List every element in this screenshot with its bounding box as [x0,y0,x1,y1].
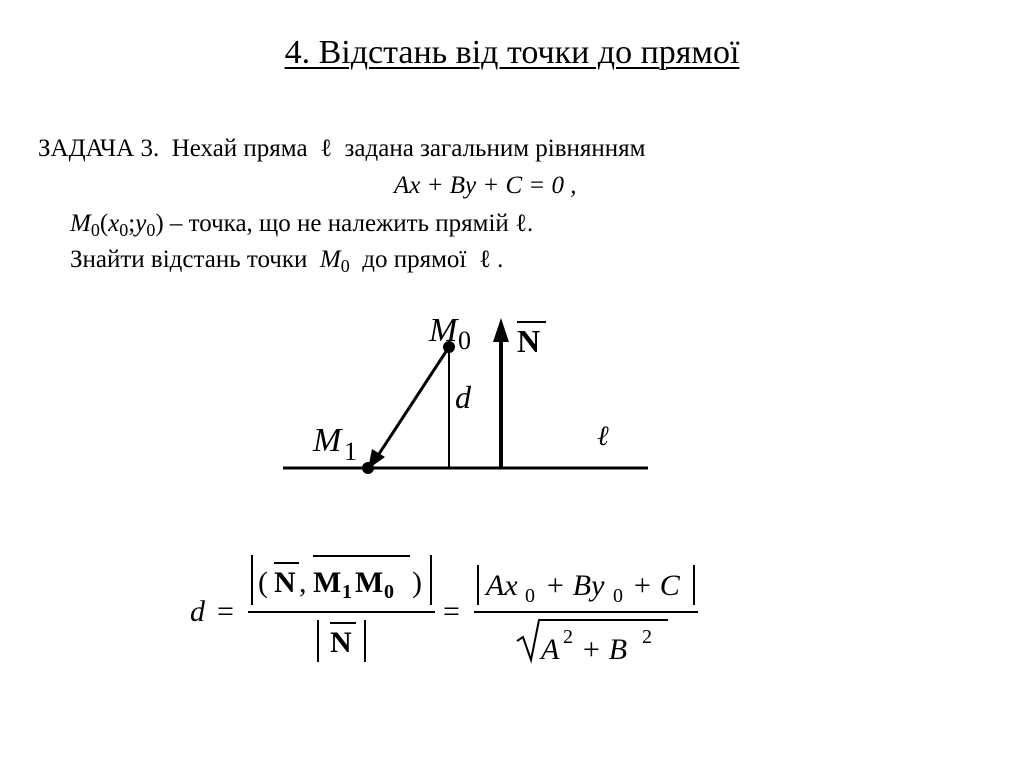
line-symbol: ℓ [320,135,333,162]
svg-text:0: 0 [613,585,623,607]
svg-text:,: , [299,566,307,599]
svg-text:N: N [274,566,296,599]
point-m1 [362,462,374,474]
label-d: d [455,379,471,415]
formula-eq-1: = [217,595,234,628]
problem-label: ЗАДАЧА 3. [38,135,160,162]
svg-text:): ) [412,566,422,599]
svg-text:N: N [330,626,352,659]
svg-text:2: 2 [642,626,652,648]
formula-lhs: d [190,595,205,628]
distance-formula [190,555,698,666]
problem-line-1: ЗАДАЧА 3. Нехай пряма ℓ задана загальним рівнянням [38,135,646,162]
svg-text:0: 0 [384,581,394,603]
label-n: N [517,323,541,359]
svg-text:+ By: + By [545,569,605,602]
svg-text:A: A [541,633,560,666]
formula-eq-2: = [443,595,460,628]
svg-text:+ C: + C [632,569,680,602]
svg-text:(: ( [258,566,268,599]
label-l: ℓ [597,421,609,452]
svg-text:1: 1 [342,581,352,603]
problem-line-4: Знайти відстань точки $M_0$ до прямої ℓ . [70,246,504,277]
svg-text:M: M [355,566,384,599]
svg-text:+ B: + B [581,633,628,666]
svg-text:M: M [313,566,342,599]
label-m1: M [313,422,342,459]
label-m0: M [429,312,458,349]
svg-text:2: 2 [563,626,573,648]
page-title: 4. Відстань від точки до прямої [284,34,740,71]
problem-line-3: $M_0(x_0;y_0)$ – точка, що не належить прямій ℓ. [70,210,534,241]
svg-text:0: 0 [525,585,535,607]
svg-text:Ax: Ax [486,569,518,602]
line-equation: Ax + By + C = 0 , [394,172,577,199]
label-m0-sub: 0 [458,326,471,355]
label-m1-sub: 1 [344,437,357,466]
vector-m0-m1 [377,347,449,457]
normal-vector-arrowhead [493,318,509,342]
